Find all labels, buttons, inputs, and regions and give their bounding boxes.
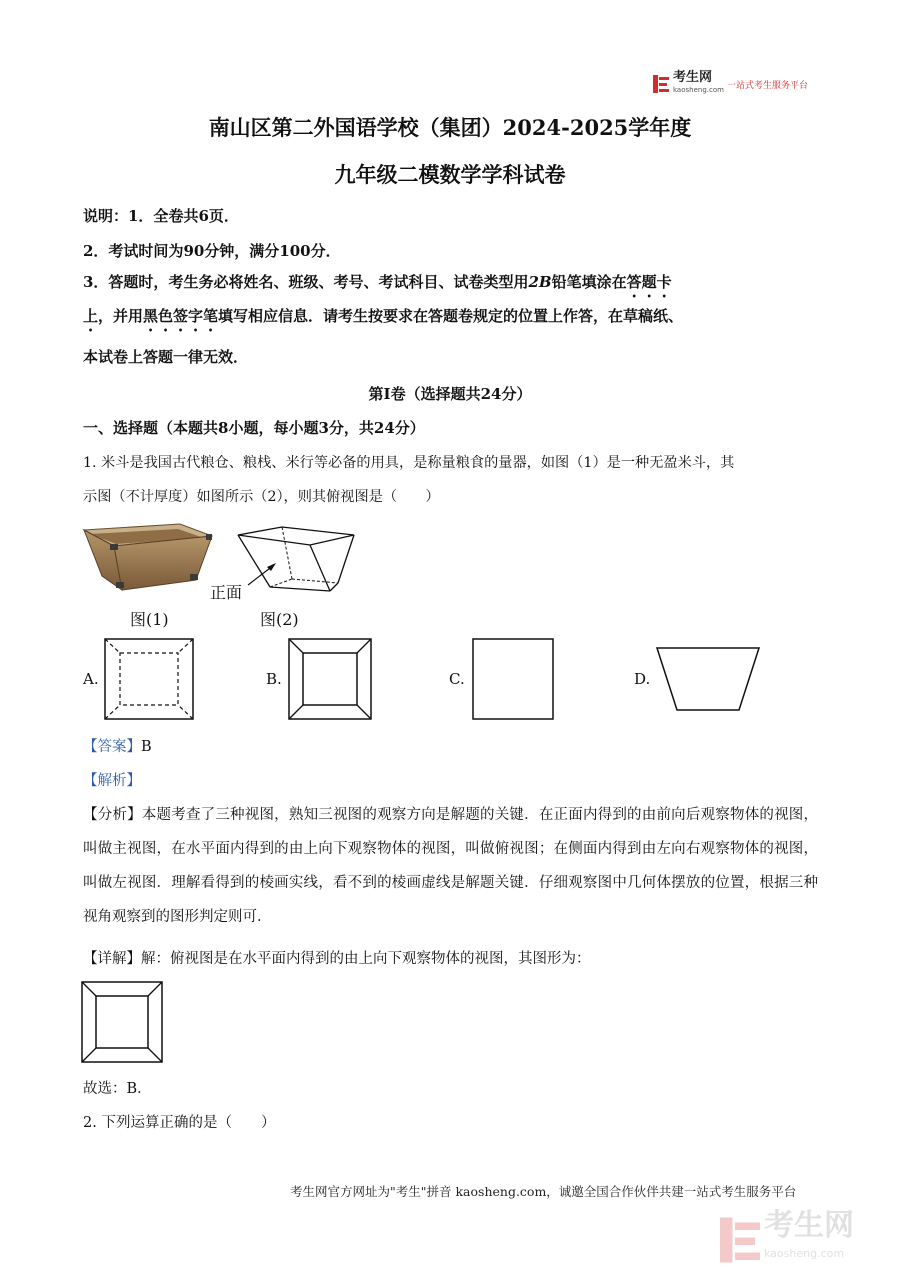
option-a-figure[interactable] [104, 638, 194, 720]
q2-text: 2. 下列运算正确的是（ ） [83, 1115, 276, 1131]
fig1-caption: 图(1) [130, 610, 169, 629]
q1-text-line1: 1. 米斗是我国古代粮仓、粮栈、米行等必备的用具，是称量粮食的量器，如图（1）是一种无盈米斗，其 [83, 455, 735, 471]
rice-measure-photo [80, 520, 214, 592]
option-d-figure[interactable] [655, 646, 761, 714]
option-b-figure[interactable] [288, 638, 372, 720]
fig2-caption: 图(2) [260, 610, 299, 629]
answer-value: B [141, 739, 152, 755]
exam-title-line1: 南山区第二外国语学校（集团）2024-2025学年度 [208, 115, 692, 140]
part-heading: 一、选择题（本题共8小题，每小题3分，共24分） [83, 419, 425, 437]
option-c-label[interactable]: C. [449, 670, 465, 688]
note-3: 3．答题时，考生务必将姓名、班级、考号、考试科目、试卷类型用2B铅笔填涂在答题卡 [83, 273, 672, 291]
answer-line [83, 735, 152, 756]
analysis-label: 【解析】 [83, 773, 141, 789]
option-a-label[interactable]: A. [83, 670, 99, 688]
watermark: 考生网 kaosheng.com [720, 1212, 854, 1268]
site-logo[interactable] [653, 72, 808, 96]
q1-text-line2: 示图（不计厚度）如图所示（2），则其俯视图是（ ） [83, 489, 440, 505]
front-label: 正面 [210, 583, 243, 602]
logo-brand: 考生网 kaosheng.com [673, 70, 724, 94]
note-1: 说明：1．全卷共6页． [83, 207, 239, 225]
watermark-logo-icon [720, 1217, 760, 1263]
rice-measure-diagram [234, 525, 358, 595]
kaosheng-logo-icon [653, 75, 669, 93]
conclusion: 故选：B． [83, 1081, 152, 1097]
logo-slogan: 一站式考生服务平台 [726, 80, 808, 91]
note-2: 2．考试时间为90分钟，满分100分． [83, 242, 341, 260]
note-5: 本试卷上答题一律无效． [83, 348, 249, 366]
footer-text: 考生网官方网址为"考生"拼音 kaosheng.com，诚邀全国合作伙伴共建一站式考生服务平台 [290, 1184, 797, 1199]
note-4: 上，并用黑色签字笔填写相应信息．请考生按要求在答题卷规定的位置上作答，在草稿纸、 [83, 307, 684, 325]
solution-top-view-figure [81, 981, 163, 1063]
option-b-label[interactable]: B. [266, 670, 282, 688]
exam-title-line2: 九年级二模数学学科试卷 [334, 162, 566, 187]
detail-paragraph: 【详解】解：俯视图是在水平面内得到的由上向下观察物体的视图，其图形为： [83, 951, 591, 967]
option-c-figure[interactable] [472, 638, 554, 720]
analysis-paragraph: 【分析】本题考查了三种视图，熟知三视图的观察方向是解题的关键．在正面内得到的由前向后观察物体的视图，叫做主视图，在水平面内得到的由上向下观察物体的视图，叫做俯视图；在侧面内得到由左向右观察物体的视图，叫做左视图．理解看得到的棱画实线，看不到的棱画虚线是解题关键．仔细观察图中几何体摆放的位置，根据三种视角观察到的图形判定则可． [83, 807, 819, 925]
volume-heading: 第Ⅰ卷（选择题共24分） [368, 385, 532, 403]
option-d-label[interactable]: D. [634, 670, 651, 688]
answer-label: 【答案】 [83, 739, 141, 755]
